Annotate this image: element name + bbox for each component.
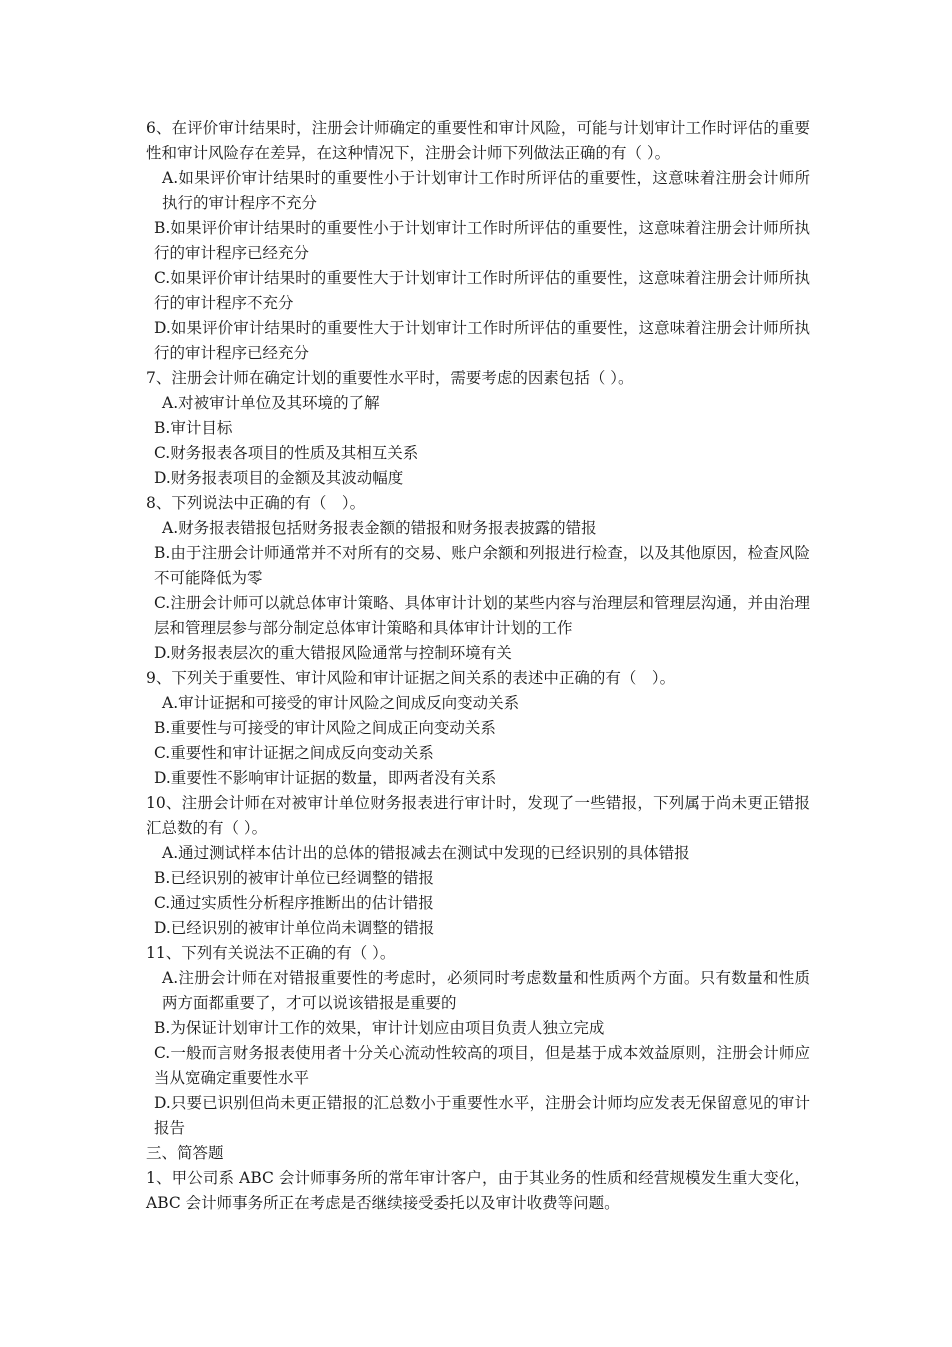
question-8-option-b: B.由于注册会计师通常并不对所有的交易、账户余额和列报进行检查，以及其他原因，检查风险不可能降低为零 bbox=[154, 544, 810, 587]
question-7-option-a: A.对被审计单位及其环境的了解 bbox=[162, 394, 380, 412]
question-6: 6、在评价审计结果时，注册会计师确定的重要性和审计风险，可能与计划审计工作时评估的重要性和审计风险存在差异，在这种情况下，注册会计师下列做法正确的有（ ）。 bbox=[146, 119, 810, 162]
question-11-option-c: C.一般而言财务报表使用者十分关心流动性较高的项目，但是基于成本效益原则，注册会计师应当从宽确定重要性水平 bbox=[154, 1044, 810, 1087]
question-7: 7、注册会计师在确定计划的重要性水平时，需要考虑的因素包括（ ）。 bbox=[146, 369, 634, 387]
section-heading: 三、简答题 bbox=[146, 1144, 224, 1162]
question-9: 9、下列关于重要性、审计风险和审计证据之间关系的表述中正确的有（ ）。 bbox=[146, 669, 676, 687]
short-answer-question-1: 1、甲公司系 ABC 会计师事务所的常年审计客户，由于其业务的性质和经营规模发生重大变化，ABC 会计师事务所正在考虑是否继续接受委托以及审计收费等问题。 bbox=[146, 1169, 810, 1212]
question-8-option-a: A.财务报表错报包括财务报表金额的错报和财务报表披露的错报 bbox=[162, 519, 597, 537]
question-7-option-b: B.审计目标 bbox=[154, 419, 233, 437]
question-6-option-d: D.如果评价审计结果时的重要性大于计划审计工作时所评估的重要性，这意味着注册会计师所执行的审计程序已经充分 bbox=[154, 319, 810, 362]
question-9-option-a: A.审计证据和可接受的审计风险之间成反向变动关系 bbox=[162, 694, 520, 712]
question-11-option-a: A.注册会计师在对错报重要性的考虑时，必须同时考虑数量和性质两个方面。只有数量和性质两方面都重要了，才可以说该错报是重要的 bbox=[162, 969, 810, 1012]
question-9-option-c: C.重要性和审计证据之间成反向变动关系 bbox=[154, 744, 434, 762]
question-8: 8、下列说法中正确的有（ ）。 bbox=[146, 494, 366, 512]
question-10-option-c: C.通过实质性分析程序推断出的估计错报 bbox=[154, 894, 434, 912]
question-6-option-a: A.如果评价审计结果时的重要性小于计划审计工作时所评估的重要性，这意味着注册会计师所执行的审计程序不充分 bbox=[162, 169, 810, 212]
question-6-option-c: C.如果评价审计结果时的重要性大于计划审计工作时所评估的重要性，这意味着注册会计师所执行的审计程序不充分 bbox=[154, 269, 810, 312]
question-9-option-d: D.重要性不影响审计证据的数量，即两者没有关系 bbox=[154, 769, 497, 787]
question-11-option-b: B.为保证计划审计工作的效果，审计计划应由项目负责人独立完成 bbox=[154, 1019, 605, 1037]
question-11-option-d: D.只要已识别但尚未更正错报的汇总数小于重要性水平，注册会计师均应发表无保留意见的审计报告 bbox=[154, 1094, 810, 1137]
question-11: 11、下列有关说法不正确的有（ ）。 bbox=[146, 944, 396, 962]
question-10: 10、注册会计师在对被审计单位财务报表进行审计时，发现了一些错报，下列属于尚未更正错报汇总数的有（ ）。 bbox=[146, 794, 810, 837]
question-9-option-b: B.重要性与可接受的审计风险之间成正向变动关系 bbox=[154, 719, 496, 737]
question-10-option-a: A.通过测试样本估计出的总体的错报减去在测试中发现的已经识别的具体错报 bbox=[162, 844, 690, 862]
question-10-option-b: B.已经识别的被审计单位已经调整的错报 bbox=[154, 869, 434, 887]
question-7-option-d: D.财务报表项目的金额及其波动幅度 bbox=[154, 469, 404, 487]
document-body bbox=[146, 116, 810, 1216]
question-10-option-d: D.已经识别的被审计单位尚未调整的错报 bbox=[154, 919, 435, 937]
question-7-option-c: C.财务报表各项目的性质及其相互关系 bbox=[154, 444, 419, 462]
question-8-option-d: D.财务报表层次的重大错报风险通常与控制环境有关 bbox=[154, 644, 512, 662]
question-6-option-b: B.如果评价审计结果时的重要性小于计划审计工作时所评估的重要性，这意味着注册会计师所执行的审计程序已经充分 bbox=[154, 219, 810, 262]
question-8-option-c: C.注册会计师可以就总体审计策略、具体审计计划的某些内容与治理层和管理层沟通，并由治理层和管理层参与部分制定总体审计策略和具体审计计划的工作 bbox=[154, 594, 810, 637]
